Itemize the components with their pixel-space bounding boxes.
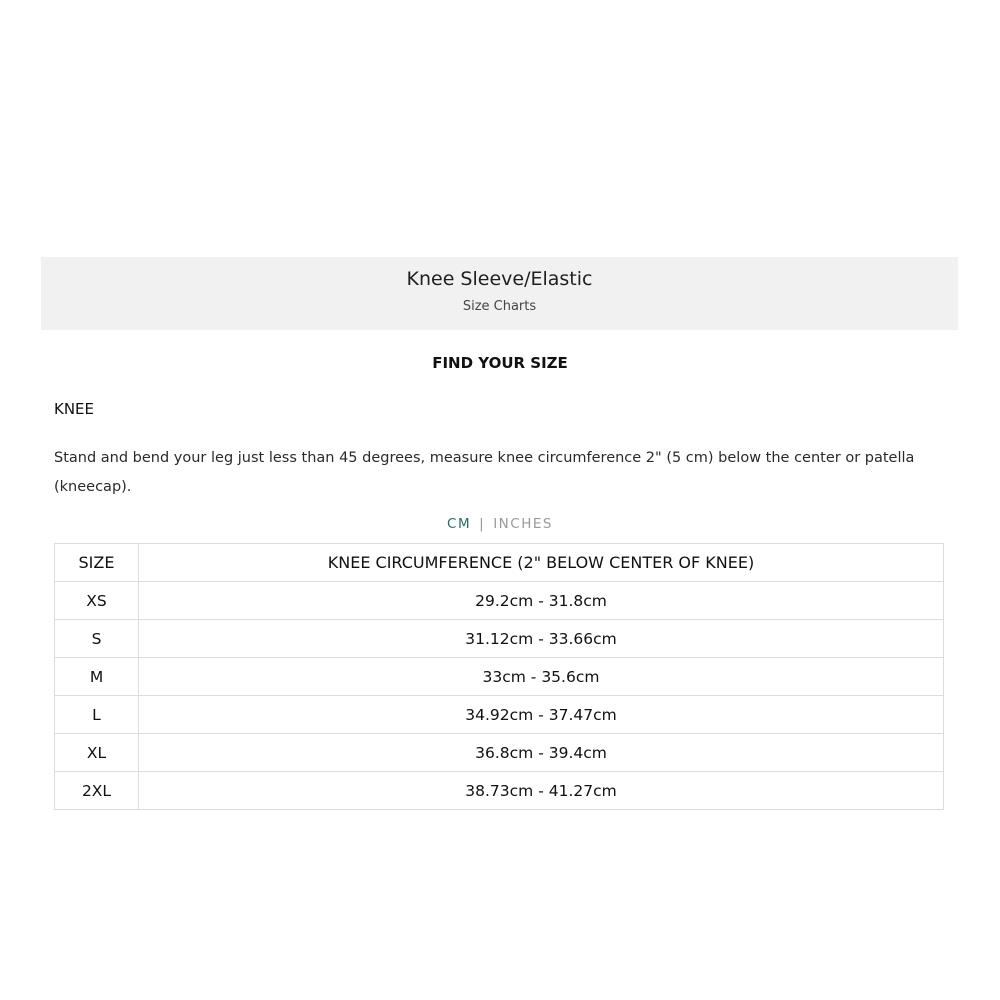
size-cell: L [55, 696, 139, 734]
size-column-header: SIZE [55, 544, 139, 582]
size-cell: 2XL [55, 772, 139, 810]
size-table [54, 543, 944, 810]
measurement-instructions: Stand and bend your leg just less than 45 degrees, measure knee circumference 2" (5 cm) below the center or patella (kneecap). [54, 450, 915, 495]
size-cell: M [55, 658, 139, 696]
product-title: Knee Sleeve/Elastic [406, 268, 593, 290]
circumference-cell: 38.73cm - 41.27cm [139, 772, 944, 810]
size-chart-header [41, 257, 958, 330]
circumference-column-header: KNEE CIRCUMFERENCE (2" BELOW CENTER OF KNEE) [139, 544, 944, 582]
size-cell: XS [55, 582, 139, 620]
unit-inches-option[interactable]: INCHES [493, 516, 553, 532]
table-row [55, 658, 944, 696]
unit-cm-option[interactable]: CM [447, 516, 472, 532]
size-cell: XL [55, 734, 139, 772]
circumference-cell: 34.92cm - 37.47cm [139, 696, 944, 734]
circumference-cell: 33cm - 35.6cm [139, 658, 944, 696]
circumference-cell: 29.2cm - 31.8cm [139, 582, 944, 620]
body-part-label: KNEE [54, 400, 95, 418]
table-row [55, 734, 944, 772]
size-charts-subtitle: Size Charts [462, 299, 537, 314]
circumference-cell: 31.12cm - 33.66cm [139, 620, 944, 658]
table-row [55, 582, 944, 620]
table-row [55, 772, 944, 810]
find-your-size-heading: FIND YOUR SIZE [432, 354, 568, 372]
table-header-row [55, 544, 944, 582]
unit-separator: | [479, 516, 486, 532]
size-cell: S [55, 620, 139, 658]
circumference-cell: 36.8cm - 39.4cm [139, 734, 944, 772]
unit-toggle [0, 516, 1000, 532]
table-row [55, 696, 944, 734]
table-row [55, 620, 944, 658]
